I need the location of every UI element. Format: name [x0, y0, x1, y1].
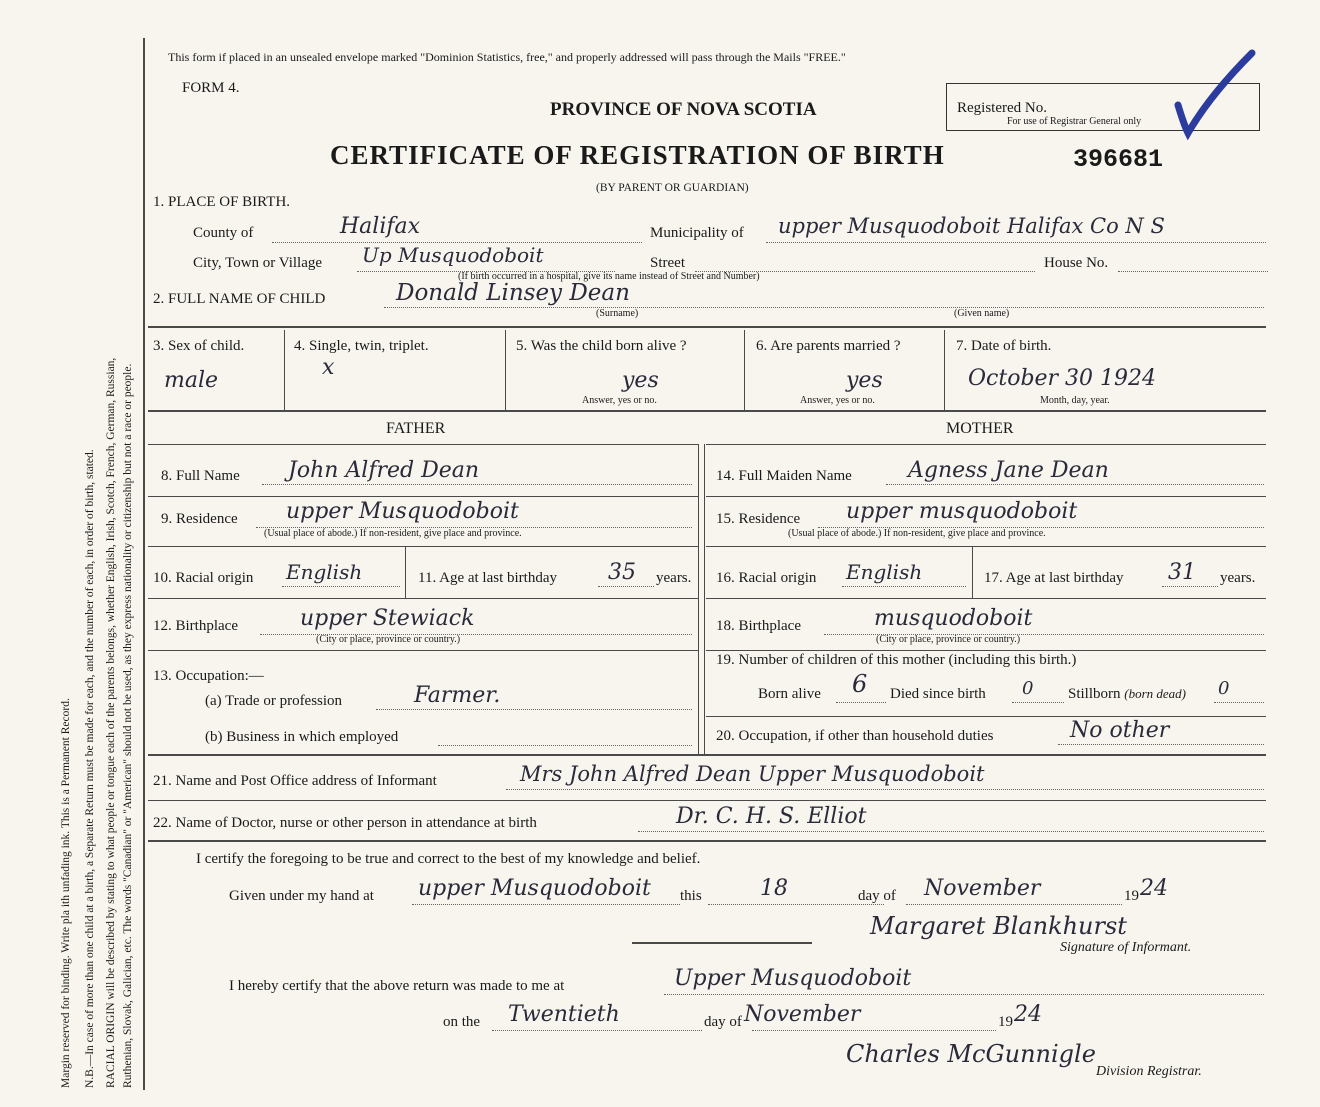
child-name-label: 2. FULL NAME OF CHILD: [153, 291, 326, 307]
children-count-label: 19. Number of children of this mother (including this birth.): [716, 652, 1077, 668]
mother-race-value: English: [846, 560, 923, 584]
margin-note-binding: Margin reserved for binding. Write pla ith unfading ink. This is a Permanent Record.: [60, 698, 72, 1088]
mother-birthplace-label: 18. Birthplace: [716, 618, 801, 634]
mother-age-label: 17. Age at last birthday: [984, 570, 1124, 586]
mother-name-label: 14. Full Maiden Name: [716, 468, 852, 484]
father-residence-note: (Usual place of abode.) If non-resident, give place and province.: [264, 528, 522, 539]
mother-occupation-value: No other: [1070, 718, 1170, 743]
informant-label: 21. Name and Post Office address of Informant: [153, 773, 437, 789]
doctor-value: Dr. C. H. S. Elliot: [676, 804, 867, 829]
father-residence-label: 9. Residence: [161, 511, 238, 527]
mother-residence-note: (Usual place of abode.) If non-resident, give place and province.: [788, 528, 1046, 539]
married-value: yes: [846, 368, 883, 393]
given-year-prefix: 19: [1124, 888, 1139, 904]
mother-heading: MOTHER: [946, 420, 1014, 437]
place-heading: 1. PLACE OF BIRTH.: [153, 194, 291, 210]
check-mark-icon: [1170, 45, 1260, 140]
died-since-birth-value: 0: [1022, 678, 1034, 699]
mother-occupation-label: 20. Occupation, if other than household duties: [716, 728, 994, 744]
died-since-birth-label: Died since birth: [890, 686, 986, 702]
division-registrar-label: Division Registrar.: [1096, 1064, 1202, 1079]
trade-label: (a) Trade or profession: [205, 693, 343, 709]
informant-signature-label: Signature of Informant.: [1060, 940, 1192, 955]
county-value: Halifax: [340, 214, 421, 239]
registrar-day-value: Twentieth: [508, 1002, 620, 1027]
sex-label: 3. Sex of child.: [153, 338, 245, 354]
mother-age-value: 31: [1168, 560, 1196, 585]
stillborn-value: 0: [1218, 678, 1230, 699]
occupation-label: 13. Occupation:—: [153, 668, 264, 684]
mother-birthplace-value: musquodoboit: [874, 606, 1033, 631]
registrar-signature: Charles McGunnigle: [846, 1040, 1096, 1068]
house-label: House No.: [1044, 255, 1109, 271]
married-label: 6. Are parents married ?: [756, 338, 901, 354]
father-birthplace-note: (City or place, province or country.): [316, 634, 461, 645]
day-of-label: day of: [858, 888, 896, 904]
father-name-label: 8. Full Name: [161, 468, 240, 484]
margin-note-racial-origin: RACIAL ORIGIN will be described by stating to what people or tongue each of the parents belongs, whether English, Irish, Scotch, French, German, Russian,: [105, 357, 117, 1088]
this-label: this: [680, 888, 702, 904]
informant-value: Mrs John Alfred Dean Upper Musquodoboit: [520, 762, 985, 786]
registrar-year-value: 24: [1014, 1002, 1042, 1027]
registrar-year-prefix: 19: [998, 1014, 1013, 1030]
certificate-title: CERTIFICATE OF REGISTRATION OF BIRTH: [330, 140, 945, 170]
dob-value: October 30 1924: [968, 366, 1157, 391]
business-label: (b) Business in which employed: [205, 729, 399, 745]
margin-note-multiple-births: N.B.—In case of more than one child at a birth, a Separate Return must be made for each, and the number of each, in order of birth, stated.: [84, 449, 96, 1088]
on-the-label: on the: [443, 1014, 481, 1030]
dob-note: Month, day, year.: [1040, 395, 1110, 406]
trade-value: Farmer.: [414, 683, 501, 708]
father-residence-value: upper Musquodoboit: [286, 499, 519, 524]
informant-signature: Margaret Blankhurst: [870, 912, 1127, 940]
registrar-month-value: November: [744, 1002, 861, 1027]
multiple-birth-value: x: [322, 355, 335, 380]
municipality-value: upper Musquodoboit Halifax Co N S: [778, 214, 1165, 238]
form-number: FORM 4.: [182, 80, 240, 96]
county-label: County of: [193, 225, 254, 241]
married-note: Answer, yes or no.: [800, 395, 875, 406]
stillborn-note: (born dead): [1124, 686, 1187, 701]
sex-value: male: [164, 368, 219, 393]
given-place-value: upper Musquodoboit: [418, 876, 651, 901]
certificate-subtitle: (BY PARENT OR GUARDIAN): [596, 182, 749, 194]
mother-race-label: 16. Racial origin: [716, 570, 817, 586]
father-birthplace-value: upper Stewiack: [300, 606, 475, 631]
hospital-note: (If birth occurred in a hospital, give its name instead of Street and Number): [458, 271, 760, 282]
stillborn-label: [1068, 686, 1186, 703]
mail-notice: This form if placed in an unsealed envelope marked "Dominion Statistics, free," and properly addressed will pass through the Mails "FREE.": [168, 50, 846, 64]
father-name-value: John Alfred Dean: [288, 458, 480, 483]
mother-birthplace-note: (City or place, province or country.): [876, 634, 1021, 645]
registered-label: Registered No.: [957, 100, 1047, 116]
father-heading: FATHER: [386, 420, 446, 437]
surname-note: (Surname): [596, 308, 639, 319]
born-alive-value: yes: [622, 368, 659, 393]
father-race-label: 10. Racial origin: [153, 570, 254, 586]
given-under-hand-label: Given under my hand at: [229, 888, 374, 904]
certify-statement: I certify the foregoing to be true and correct to the best of my knowledge and belief.: [196, 851, 701, 867]
form-left-border: [143, 38, 145, 1090]
father-age-label: 11. Age at last birthday: [418, 570, 557, 586]
father-years: years.: [656, 570, 692, 586]
child-name-value: Donald Linsey Dean: [396, 280, 630, 306]
city-label: City, Town or Village: [193, 255, 323, 271]
street-label: Street: [650, 255, 685, 271]
born-alive-count-label: Born alive: [758, 686, 821, 702]
city-value: Up Musquodoboit: [362, 243, 544, 267]
margin-note-racial-origin-cont: Ruthenian, Slovak, Galician, etc. The words "Canadian" or "American" should not be used, as they express nationality or citizenship but not a race or people.: [122, 363, 134, 1088]
cert-number: 396681: [1073, 145, 1164, 174]
mother-years: years.: [1220, 570, 1256, 586]
father-race-value: English: [286, 560, 363, 584]
born-alive-note: Answer, yes or no.: [582, 395, 657, 406]
stillborn-label-text: Stillborn: [1068, 686, 1121, 702]
given-month-value: November: [924, 876, 1041, 901]
doctor-label: 22. Name of Doctor, nurse or other person in attendance at birth: [153, 815, 537, 831]
mother-residence-label: 15. Residence: [716, 511, 801, 527]
municipality-label: Municipality of: [650, 225, 744, 241]
born-alive-count-value: 6: [852, 670, 868, 698]
mother-residence-value: upper musquodoboit: [846, 499, 1078, 524]
multiple-birth-label: 4. Single, twin, triplet.: [294, 338, 429, 354]
dob-label: 7. Date of birth.: [956, 338, 1052, 354]
registrar-day-of-label: day of: [704, 1014, 742, 1030]
given-day-value: 18: [760, 876, 788, 901]
province-heading: PROVINCE OF NOVA SCOTIA: [550, 99, 817, 120]
mother-name-value: Agness Jane Dean: [908, 458, 1109, 483]
born-alive-label: 5. Was the child born alive ?: [516, 338, 687, 354]
father-age-value: 35: [608, 560, 636, 585]
registrar-note: For use of Registrar General only: [1007, 116, 1142, 127]
given-name-note: (Given name): [954, 308, 1010, 319]
registrar-statement: I hereby certify that the above return was made to me at: [229, 978, 565, 994]
given-year-value: 24: [1140, 876, 1168, 901]
registrar-place-value: Upper Musquodoboit: [674, 966, 912, 991]
father-birthplace-label: 12. Birthplace: [153, 618, 238, 634]
